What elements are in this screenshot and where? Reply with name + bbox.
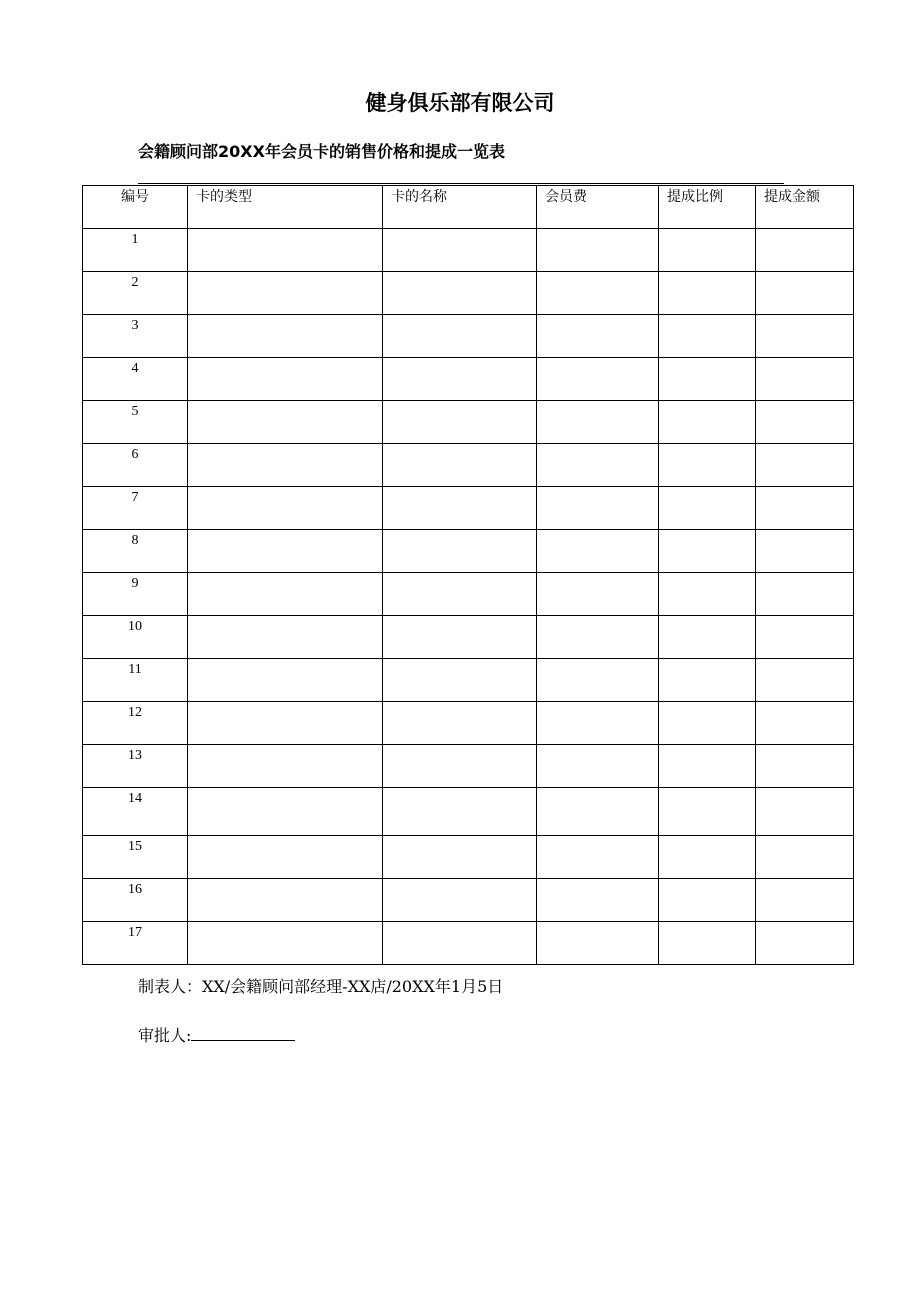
row-card-name[interactable] — [383, 922, 537, 965]
row-card-type[interactable] — [188, 401, 383, 444]
row-membership-fee[interactable] — [537, 272, 659, 315]
row-card-type[interactable] — [188, 659, 383, 702]
header-membership-fee: 会员费 — [537, 186, 659, 229]
row-card-name[interactable] — [383, 358, 537, 401]
row-number: 17 — [83, 922, 188, 965]
row-number: 14 — [83, 788, 188, 836]
row-commission-amount[interactable] — [756, 573, 854, 616]
row-membership-fee[interactable] — [537, 788, 659, 836]
table-row — [83, 444, 854, 487]
row-membership-fee[interactable] — [537, 616, 659, 659]
row-card-name[interactable] — [383, 879, 537, 922]
row-membership-fee[interactable] — [537, 401, 659, 444]
row-number: 10 — [83, 616, 188, 659]
approved-by-label: 审批人: — [138, 1026, 192, 1045]
row-commission-amount[interactable] — [756, 358, 854, 401]
row-membership-fee[interactable] — [537, 573, 659, 616]
row-commission-amount[interactable] — [756, 879, 854, 922]
prepared-by: 制表人：XX/会籍顾问部经理-XX店/20XX年1月5日 — [138, 977, 504, 996]
row-card-type[interactable] — [188, 487, 383, 530]
row-number: 15 — [83, 836, 188, 879]
row-card-name[interactable] — [383, 702, 537, 745]
table-header-row — [83, 186, 854, 229]
table-row — [83, 487, 854, 530]
approval-signature-blank[interactable] — [191, 1024, 295, 1041]
row-commission-amount[interactable] — [756, 272, 854, 315]
table-row — [83, 530, 854, 573]
row-card-type[interactable] — [188, 702, 383, 745]
row-card-name[interactable] — [383, 573, 537, 616]
table-row — [83, 788, 854, 836]
row-commission-amount[interactable] — [756, 659, 854, 702]
row-number: 6 — [83, 444, 188, 487]
row-commission-rate[interactable] — [659, 879, 756, 922]
header-card-name: 卡的名称 — [383, 186, 537, 229]
row-commission-rate[interactable] — [659, 745, 756, 788]
row-card-name[interactable] — [383, 272, 537, 315]
header-number: 编号 — [83, 186, 188, 229]
row-commission-rate[interactable] — [659, 659, 756, 702]
row-card-name[interactable] — [383, 401, 537, 444]
table-row — [83, 659, 854, 702]
table-row — [83, 702, 854, 745]
row-commission-amount[interactable] — [756, 616, 854, 659]
row-card-name[interactable] — [383, 745, 537, 788]
row-commission-amount[interactable] — [756, 487, 854, 530]
row-commission-amount[interactable] — [756, 315, 854, 358]
row-card-name[interactable] — [383, 229, 537, 272]
row-card-name[interactable] — [383, 836, 537, 879]
table-row — [83, 879, 854, 922]
row-card-type[interactable] — [188, 836, 383, 879]
row-commission-rate[interactable] — [659, 401, 756, 444]
header-commission-amount: 提成金额 — [756, 186, 854, 229]
row-membership-fee[interactable] — [537, 444, 659, 487]
row-number: 16 — [83, 879, 188, 922]
row-membership-fee[interactable] — [537, 745, 659, 788]
commission-table — [82, 185, 854, 965]
row-number: 2 — [83, 272, 188, 315]
row-card-name[interactable] — [383, 530, 537, 573]
row-commission-rate[interactable] — [659, 788, 756, 836]
row-number: 8 — [83, 530, 188, 573]
table-row — [83, 272, 854, 315]
table-row — [83, 836, 854, 879]
row-commission-rate[interactable] — [659, 616, 756, 659]
table-row — [83, 229, 854, 272]
row-card-name[interactable] — [383, 788, 537, 836]
row-commission-amount[interactable] — [756, 922, 854, 965]
document-title: 健身俱乐部有限公司 — [365, 91, 555, 115]
header-card-type: 卡的类型 — [188, 186, 383, 229]
row-commission-rate[interactable] — [659, 272, 756, 315]
row-card-type[interactable] — [188, 879, 383, 922]
row-commission-rate[interactable] — [659, 358, 756, 401]
row-membership-fee[interactable] — [537, 229, 659, 272]
row-card-name[interactable] — [383, 315, 537, 358]
row-commission-rate[interactable] — [659, 229, 756, 272]
table-row — [83, 616, 854, 659]
row-membership-fee[interactable] — [537, 487, 659, 530]
row-card-type[interactable] — [188, 922, 383, 965]
row-commission-rate[interactable] — [659, 702, 756, 745]
row-commission-rate[interactable] — [659, 922, 756, 965]
row-number: 5 — [83, 401, 188, 444]
row-commission-rate[interactable] — [659, 487, 756, 530]
document-subtitle: 会籍顾问部20XX年会员卡的销售价格和提成一览表 — [138, 142, 505, 161]
row-commission-rate[interactable] — [659, 444, 756, 487]
table-row — [83, 573, 854, 616]
row-membership-fee[interactable] — [537, 836, 659, 879]
header-commission-rate: 提成比例 — [659, 186, 756, 229]
row-card-type[interactable] — [188, 272, 383, 315]
row-number: 1 — [83, 229, 188, 272]
row-membership-fee[interactable] — [537, 358, 659, 401]
row-commission-rate[interactable] — [659, 315, 756, 358]
row-card-type[interactable] — [188, 530, 383, 573]
row-card-type[interactable] — [188, 573, 383, 616]
row-number: 12 — [83, 702, 188, 745]
row-number: 13 — [83, 745, 188, 788]
row-card-type[interactable] — [188, 229, 383, 272]
row-number: 4 — [83, 358, 188, 401]
table-row — [83, 401, 854, 444]
row-card-type[interactable] — [188, 444, 383, 487]
table-row — [83, 315, 854, 358]
approval-line — [138, 1024, 295, 1048]
row-number: 3 — [83, 315, 188, 358]
row-commission-amount[interactable] — [756, 401, 854, 444]
row-membership-fee[interactable] — [537, 922, 659, 965]
row-card-name[interactable] — [383, 659, 537, 702]
table-row — [83, 922, 854, 965]
table-row — [83, 745, 854, 788]
row-commission-amount[interactable] — [756, 788, 854, 836]
row-number: 7 — [83, 487, 188, 530]
row-commission-amount[interactable] — [756, 702, 854, 745]
row-commission-rate[interactable] — [659, 836, 756, 879]
row-number: 11 — [83, 659, 188, 702]
row-card-type[interactable] — [188, 616, 383, 659]
row-commission-amount[interactable] — [756, 444, 854, 487]
row-membership-fee[interactable] — [537, 879, 659, 922]
row-card-type[interactable] — [188, 788, 383, 836]
row-card-type[interactable] — [188, 745, 383, 788]
row-number: 9 — [83, 573, 188, 616]
row-commission-amount[interactable] — [756, 530, 854, 573]
row-commission-amount[interactable] — [756, 229, 854, 272]
subtitle-underline — [138, 183, 784, 184]
row-commission-amount[interactable] — [756, 836, 854, 879]
table-row — [83, 358, 854, 401]
row-membership-fee[interactable] — [537, 659, 659, 702]
row-membership-fee[interactable] — [537, 530, 659, 573]
row-card-name[interactable] — [383, 616, 537, 659]
row-commission-rate[interactable] — [659, 573, 756, 616]
row-membership-fee[interactable] — [537, 315, 659, 358]
row-commission-rate[interactable] — [659, 530, 756, 573]
row-card-type[interactable] — [188, 315, 383, 358]
row-commission-amount[interactable] — [756, 745, 854, 788]
row-card-type[interactable] — [188, 358, 383, 401]
row-card-name[interactable] — [383, 487, 537, 530]
row-card-name[interactable] — [383, 444, 537, 487]
row-membership-fee[interactable] — [537, 702, 659, 745]
